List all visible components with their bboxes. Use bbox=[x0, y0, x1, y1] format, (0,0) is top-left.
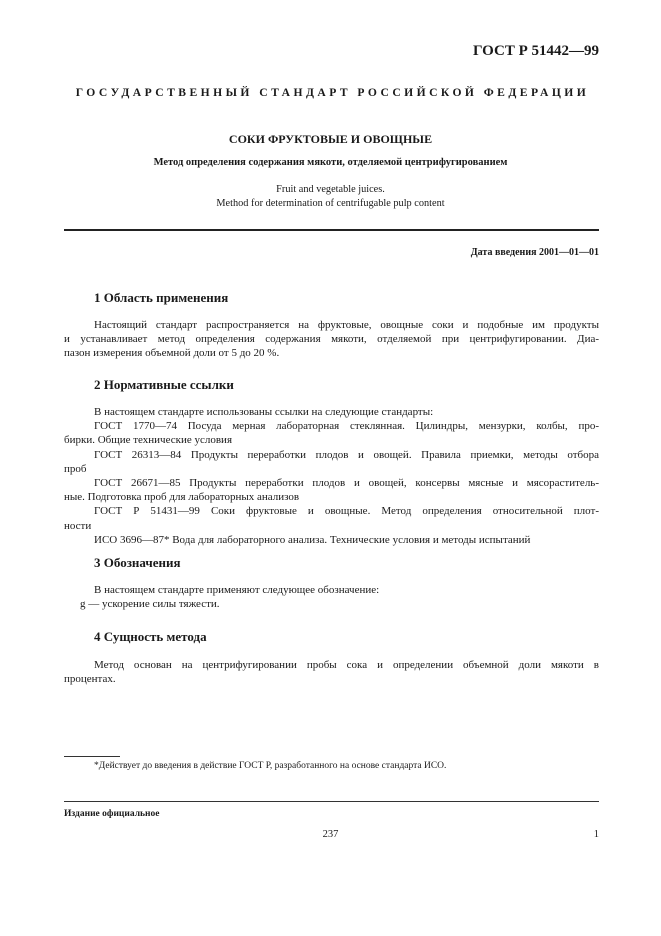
text-line: и устанавливает метод определения содержания мякоти, отделяемой при центрифугировании. Диа- bbox=[64, 333, 599, 346]
section-4-heading: 4 Сущность метода bbox=[94, 629, 207, 644]
document-subtitle: Метод определения содержания мякоти, отделяемой центрифугированием bbox=[153, 157, 508, 168]
reference-line: ные. Подготовка проб для лабораторных анализов bbox=[64, 491, 300, 504]
page-number: 237 bbox=[322, 829, 339, 840]
reference-line: ГОСТ 1770—74 Посуда мерная лабораторная стеклянная. Цилиндры, мензурки, колбы, про- bbox=[94, 420, 599, 433]
reference-line: ИСО 3696—87* Вода для лабораторного анализа. Технические условия и методы испытаний bbox=[94, 533, 531, 546]
official-edition-label: Издание официальное bbox=[64, 809, 160, 819]
standard-code: ГОСТ Р 51442—99 bbox=[472, 43, 599, 59]
text-line: В настоящем стандарте применяют следующее обозначение: bbox=[94, 584, 380, 596]
section-1-heading: 1 Область применения bbox=[94, 290, 229, 305]
footer-divider bbox=[64, 801, 599, 802]
text-line: процентах. bbox=[64, 673, 116, 686]
footnote: *Действует до введения в действие ГОСТ Р, разработанного на основе стандарта ИСО. bbox=[94, 761, 447, 771]
reference-line: проб bbox=[64, 462, 87, 475]
section-1-body bbox=[64, 318, 599, 361]
english-title-line-1: Fruit and vegetable juices. bbox=[276, 184, 385, 195]
text-line: Настоящий стандарт распространяется на фруктовые, овощные соки и подобные им продукты bbox=[94, 319, 599, 331]
reference-line: ности bbox=[64, 519, 92, 532]
text-line: В настоящем стандарте использованы ссылки на следующие стандарты: bbox=[94, 406, 434, 418]
section-4-body bbox=[64, 658, 599, 686]
section-3-heading: 3 Обозначения bbox=[94, 555, 181, 570]
text-line: Метод основан на центрифугировании пробы сока и определении объемной доли мякоти в bbox=[94, 659, 599, 671]
section-2-body bbox=[64, 405, 599, 547]
section-3-body bbox=[64, 583, 599, 611]
section-2-heading: 2 Нормативные ссылки bbox=[94, 377, 234, 392]
sheet-number: 1 bbox=[593, 829, 599, 840]
introduction-date: Дата введения 2001—01—01 bbox=[470, 247, 599, 258]
english-title-line-2: Method for determination of centrifugable pulp content bbox=[216, 198, 445, 209]
title-divider bbox=[64, 229, 599, 231]
reference-line: ГОСТ 26313—84 Продукты переработки плодов и овощей. Правила приемки, методы отбора bbox=[94, 448, 599, 461]
text-line: пазон измерения объемной доли от 5 до 20 %. bbox=[64, 347, 280, 360]
organization-title: ГОСУДАРСТВЕННЫЙ СТАНДАРТ РОССИЙСКОЙ ФЕДЕРАЦИИ bbox=[75, 86, 590, 99]
reference-line: бирки. Общие технические условия bbox=[64, 434, 233, 447]
reference-line: ГОСТ 26671—85 Продукты переработки плодов и овощей, консервы мясные и мясораститель- bbox=[94, 477, 599, 490]
document-title: СОКИ ФРУКТОВЫЕ И ОВОЩНЫЕ bbox=[228, 132, 433, 146]
text-line: g — ускорение силы тяжести. bbox=[80, 598, 220, 611]
reference-line: ГОСТ Р 51431—99 Соки фруктовые и овощные. Метод определения относительной плот- bbox=[94, 505, 599, 518]
footnote-divider bbox=[64, 756, 120, 757]
